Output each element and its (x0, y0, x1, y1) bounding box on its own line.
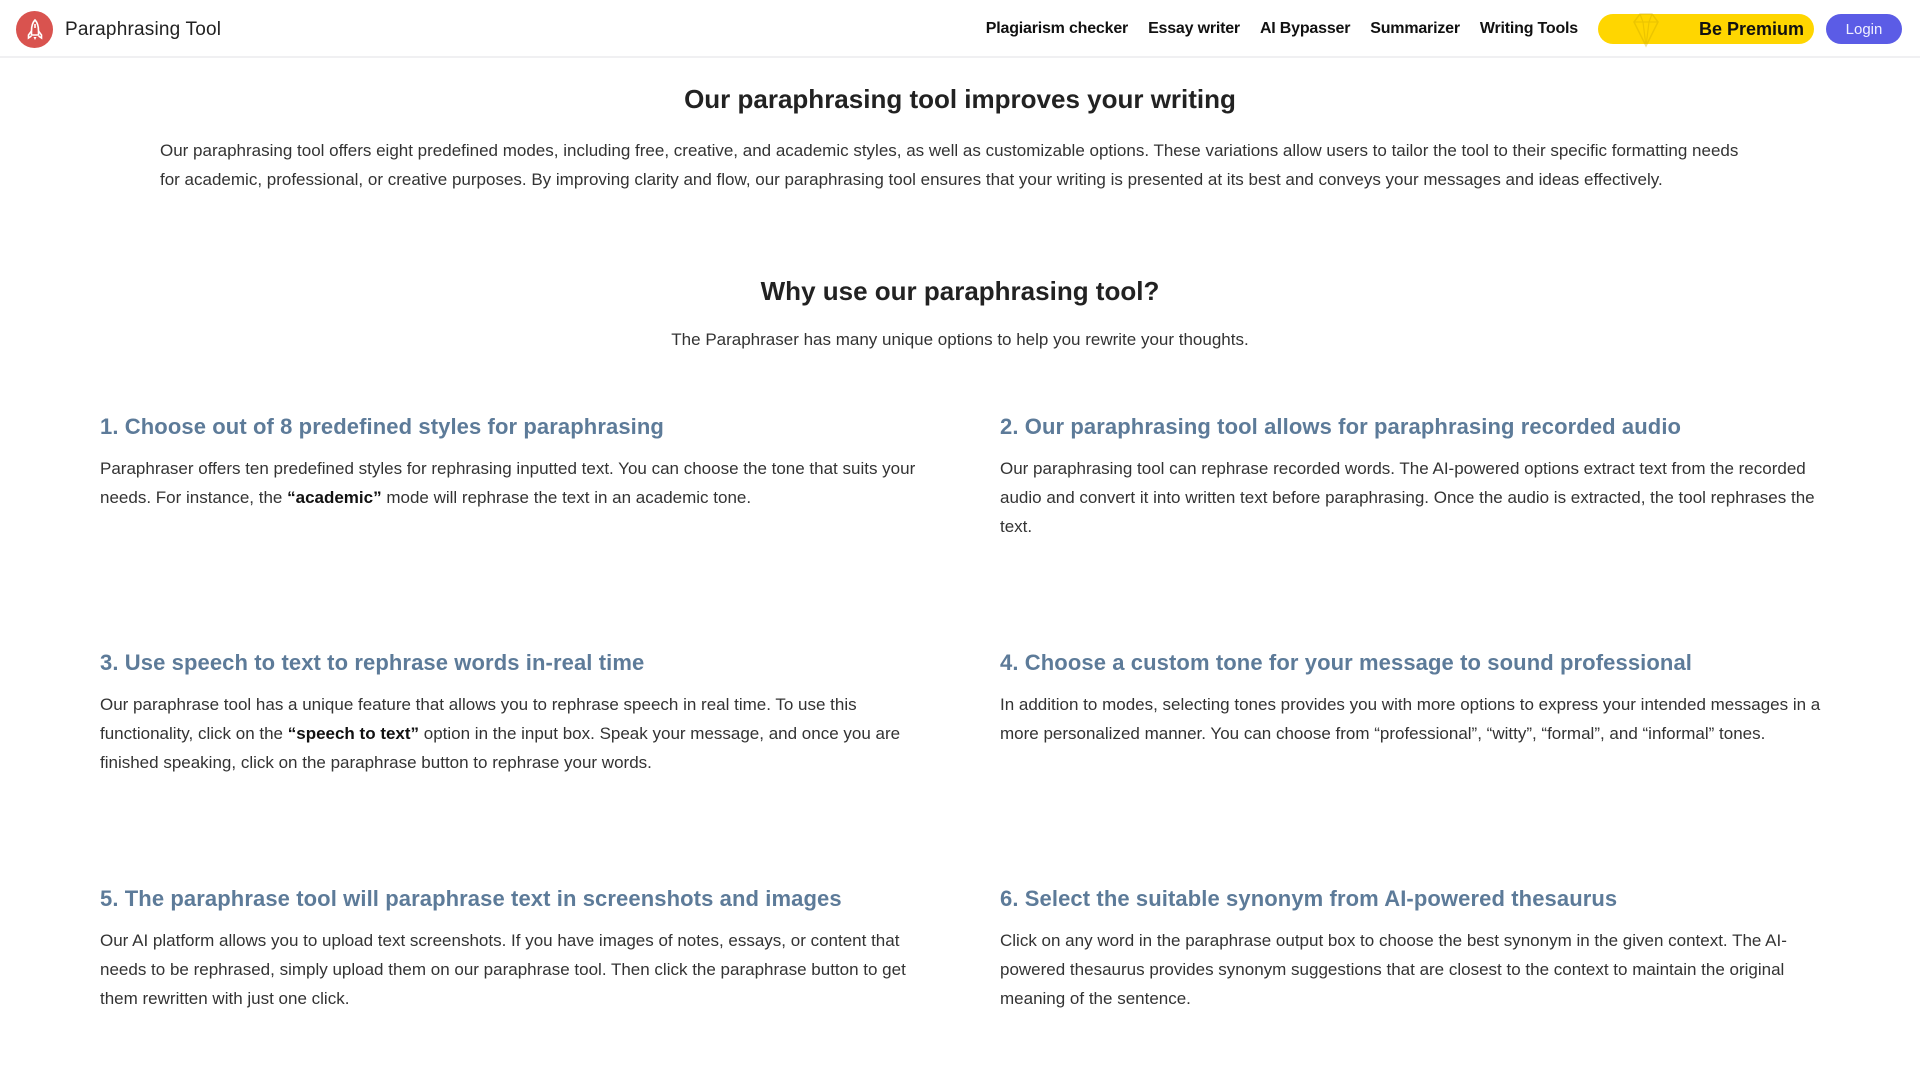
main-nav (986, 12, 1902, 46)
nav-plagiarism-checker[interactable]: Plagiarism checker (985, 20, 1129, 37)
nav-essay-writer[interactable]: Essay writer (1148, 20, 1240, 37)
feature-description (100, 690, 930, 777)
feature-card (1000, 414, 1830, 541)
be-premium-label: Be Premium (1698, 18, 1804, 39)
diamond-icon (1624, 8, 1668, 57)
intro-title: Our paraphrasing tool improves your writing (684, 84, 1236, 114)
feature-title: 3. Use speech to text to rephrase words in-real time (100, 650, 645, 675)
feature-card (100, 886, 930, 1013)
feature-title: 4. Choose a custom tone for your message to sound professional (1000, 650, 1692, 675)
feature-text: mode will rephrase the text in an academic tone. (381, 488, 752, 507)
feature-title: 1. Choose out of 8 predefined styles for paraphrasing (100, 414, 664, 439)
feature-card (1000, 650, 1830, 748)
feature-text: option in the input box. Speak your message, and once you are finished speaking, click on the paraphrase button to rephrase your words. (100, 724, 901, 772)
login-button[interactable]: Login (1826, 14, 1902, 44)
nav-writing-tools[interactable]: Writing Tools (1479, 20, 1578, 37)
top-navbar (0, 0, 1920, 58)
brand[interactable] (16, 11, 221, 48)
feature-description (1000, 926, 1830, 1013)
intro-paragraph: Our paraphrasing tool offers eight predefined modes, including free, creative, and academic styles, as well as customizable options. These variations allow users to tailor the tool to their specific formatting needs for academic, professional, or creative purposes. By improving clarity and flow, our paraphrasing tool ensures that your writing is presented at its best and conveys your messages and ideas effectively. (160, 141, 1739, 189)
feature-description (100, 926, 930, 1013)
why-title: Why use our paraphrasing tool? (760, 276, 1160, 306)
feature-description (1000, 690, 1830, 748)
feature-highlight: “academic” (287, 488, 382, 507)
why-subtitle: The Paraphraser has many unique options to help you rewrite your thoughts. (671, 330, 1249, 349)
feature-card (100, 650, 930, 777)
feature-title: 2. Our paraphrasing tool allows for paraphrasing recorded audio (1000, 414, 1682, 439)
feature-description (100, 454, 930, 512)
feature-text: Our paraphrase tool has a unique feature that allows you to rephrase speech in real time. To use this functionality, click on the (100, 695, 857, 743)
feature-title: 5. The paraphrase tool will paraphrase text in screenshots and images (100, 886, 842, 911)
be-premium-button[interactable] (1598, 14, 1814, 44)
feature-highlight: “speech to text” (287, 724, 420, 743)
feature-text: Our AI platform allows you to upload text screenshots. If you have images of notes, essays, or content that needs to be rephrased, simply upload them on our paraphrase tool. Then click the paraphrase button to get them rewritten with just one click. (100, 931, 906, 1008)
nav-summarizer[interactable]: Summarizer (1370, 20, 1460, 37)
feature-title: 6. Select the suitable synonym from AI-powered thesaurus (1000, 886, 1618, 911)
feature-card (100, 414, 930, 512)
feature-text: Paraphraser offers ten predefined styles for rephrasing inputted text. You can choose the tone that suits your needs. For instance, the (100, 459, 916, 507)
feature-card (1000, 886, 1830, 1013)
feature-text: Our paraphrasing tool can rephrase recorded words. The AI-powered options extract text from the recorded audio and convert it into written text before paraphrasing. Once the audio is extracted, the tool rephrases the text. (1000, 459, 1815, 536)
rocket-icon (16, 11, 53, 48)
feature-description (1000, 454, 1830, 541)
feature-text: Click on any word in the paraphrase output box to choose the best synonym in the given context. The AI-powered thesaurus provides synonym suggestions that are closest to the context to maintain the original meaning of the sentence. (1000, 931, 1787, 1008)
feature-text: In addition to modes, selecting tones provides you with more options to express your intended messages in a more personalized manner. You can choose from “professional”, “witty”, “formal”, and “informal” tones. (1000, 695, 1821, 743)
brand-name: Paraphrasing Tool (65, 18, 222, 40)
nav-ai-bypasser[interactable]: AI Bypasser (1259, 20, 1351, 37)
